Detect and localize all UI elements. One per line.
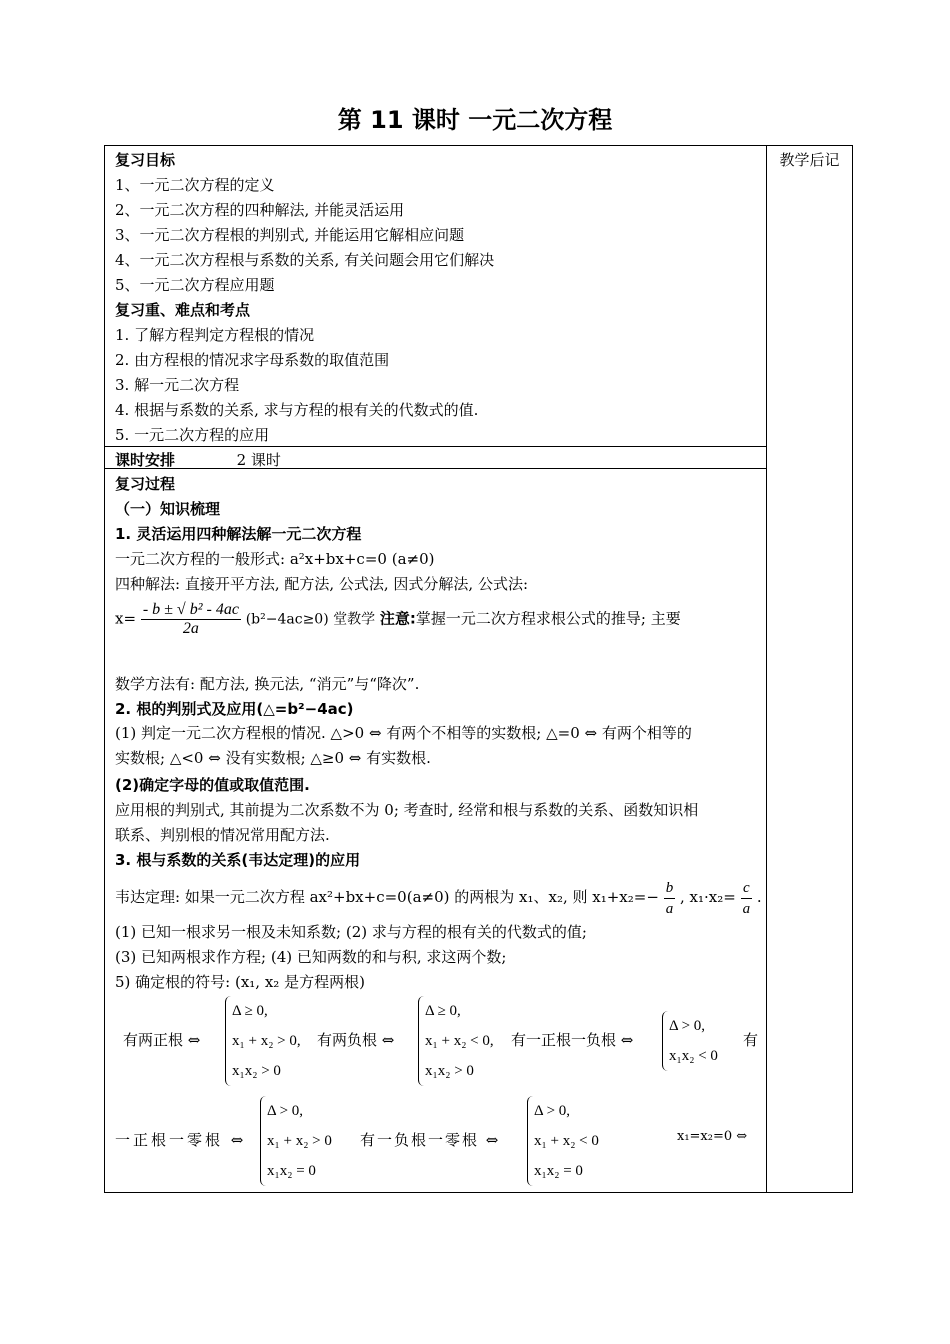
subsection-title: 2. 根的判别式及应用(△=b²−4ac) — [115, 700, 354, 718]
process-heading: 复习过程 — [115, 475, 176, 493]
schedule-row — [115, 449, 281, 470]
fraction-c-over-a — [741, 878, 753, 919]
row-divider — [105, 446, 766, 447]
application-item: (1) 已知一根求另一根及未知系数; (2) 求与方程的根有关的代数式的值; — [115, 923, 587, 941]
condition: Δ > 0, — [669, 1018, 706, 1034]
formula-condition: (b²−4ac≥0) 堂教学 — [245, 611, 376, 628]
condition: x₁ + x₂ < 0, — [425, 1033, 494, 1049]
label-two-positive: 有两正根 ⇔ — [123, 1031, 201, 1049]
goals-heading: 复习目标 — [115, 151, 176, 169]
condition: Δ > 0, — [534, 1103, 571, 1119]
numerator: b — [664, 878, 676, 899]
condition: x₁x₂ = 0 — [267, 1163, 316, 1179]
condition: x₁x₂ < 0 — [669, 1048, 718, 1064]
lesson-table — [104, 145, 853, 1193]
section-title: （一）知识梳理 — [115, 500, 221, 518]
subsection-title: 3. 根与系数的关系(韦达定理)的应用 — [115, 851, 361, 869]
vieta-text: 韦达定理: 如果一元二次方程 ax²+bx+c=0(a≠0) 的两根为 x₁、x₂, 则 x₁+x₂=− — [115, 888, 659, 906]
system-neg-zero — [527, 1096, 599, 1186]
system-two-negative — [418, 996, 494, 1086]
goal-item: 2、一元二次方程的四种解法, 并能灵活运用 — [115, 201, 405, 219]
keypoint-item: 3. 解一元二次方程 — [115, 376, 240, 394]
side-notes-header: 教学后记 — [779, 151, 840, 169]
goal-item: 5、一元二次方程应用题 — [115, 276, 275, 294]
fraction-b-over-a — [664, 878, 676, 919]
keypoint-item: 4. 根据与系数的关系, 求与方程的根有关的代数式的值. — [115, 401, 479, 419]
label-pos-neg: 有一正根一负根 ⇔ — [511, 1031, 634, 1049]
discriminant-text: 实数根; △<0 ⇔ 没有实数根; △≥0 ⇔ 有实数根. — [115, 749, 431, 767]
vieta-mid: , x₁·x₂= — [679, 888, 736, 906]
condition: Δ > 0, — [267, 1103, 304, 1119]
formula-denominator: 2a — [182, 620, 199, 637]
condition: Δ ≥ 0, — [232, 1003, 268, 1019]
vieta-end: . — [756, 888, 762, 906]
denominator: a — [665, 900, 674, 917]
condition: x₁ + x₂ > 0 — [267, 1133, 332, 1149]
discriminant-text: (1) 判定一元二次方程根的情况. △>0 ⇔ 有两个不相等的实数根; △=0 ⇔ 有两个相等的 — [115, 724, 692, 742]
page-title: 第 11 课时 一元二次方程 — [337, 106, 613, 134]
goal-item: 1、一元二次方程的定义 — [115, 176, 275, 194]
system-two-positive — [225, 996, 301, 1086]
subsection-title: 1. 灵活运用四种解法解一元二次方程 — [115, 525, 362, 543]
formula-numerator: - b ± √ b² - 4ac — [142, 601, 239, 618]
application-item: (3) 已知两根求作方程; (4) 已知两数的和与积, 求这两个数; — [115, 948, 507, 966]
keypoints-heading: 复习重、难点和考点 — [115, 301, 251, 319]
system-pos-neg — [662, 1011, 718, 1071]
column-divider — [766, 146, 767, 1192]
condition: x₁x₂ = 0 — [534, 1163, 583, 1179]
schedule-value: 2 课时 — [236, 451, 281, 469]
condition: x₁ + x₂ > 0, — [232, 1033, 301, 1049]
keypoint-item: 1. 了解方程判定方程根的情况 — [115, 326, 315, 344]
numerator: c — [741, 878, 753, 899]
range-text: 联系、判别根的情况常用配方法. — [115, 826, 330, 844]
condition: Δ ≥ 0, — [425, 1003, 461, 1019]
quadratic-formula-row — [115, 601, 765, 657]
label-neg-zero: 有一负根一零根 ⇔ — [360, 1131, 501, 1149]
keypoint-item: 2. 由方程根的情况求字母系数的取值范围 — [115, 351, 390, 369]
quadratic-formula — [141, 601, 241, 638]
keypoint-item: 5. 一元二次方程的应用 — [115, 426, 270, 444]
vieta-row — [115, 874, 765, 920]
label-continuation: 有 — [743, 1031, 759, 1049]
goal-item: 3、一元二次方程根的判别式, 并能运用它解相应问题 — [115, 226, 465, 244]
goal-item: 4、一元二次方程根与系数的关系, 有关问题会用它们解决 — [115, 251, 495, 269]
subsection-title: (2)确定字母的值或取值范围. — [115, 776, 310, 794]
condition: x₁ + x₂ < 0 — [534, 1133, 599, 1149]
condition: x₁x₂ > 0 — [232, 1063, 281, 1079]
system-pos-zero — [260, 1096, 332, 1186]
label-two-negative: 有两负根 ⇔ — [317, 1031, 395, 1049]
range-text: 应用根的判别式, 其前提为二次系数不为 0; 考查时, 经常和根与系数的关系、函数知识相 — [115, 801, 699, 819]
general-form: 一元二次方程的一般形式: a²x+bx+c=0 (a≠0) — [115, 550, 435, 568]
note-label: 注意: — [379, 609, 416, 628]
label-pos-zero: 一正根一零根 ⇔ — [115, 1131, 247, 1149]
note-text: 掌握一元二次方程求根公式的推导; 主要 — [415, 609, 681, 628]
denominator: a — [742, 900, 751, 917]
methods-text: 四种解法: 直接开平方法, 配方法, 公式法, 因式分解法, 公式法: — [115, 575, 529, 593]
label-both-zero: x₁=x₂=0 ⇔ — [677, 1129, 748, 1144]
math-methods: 数学方法有: 配方法, 换元法, “消元”与“降次”. — [115, 675, 420, 693]
condition: x₁x₂ > 0 — [425, 1063, 474, 1079]
application-item: 5) 确定根的符号: (x₁, x₂ 是方程两根) — [115, 973, 365, 991]
formula-prefix: x= — [115, 609, 137, 628]
schedule-label: 课时安排 — [115, 451, 176, 469]
